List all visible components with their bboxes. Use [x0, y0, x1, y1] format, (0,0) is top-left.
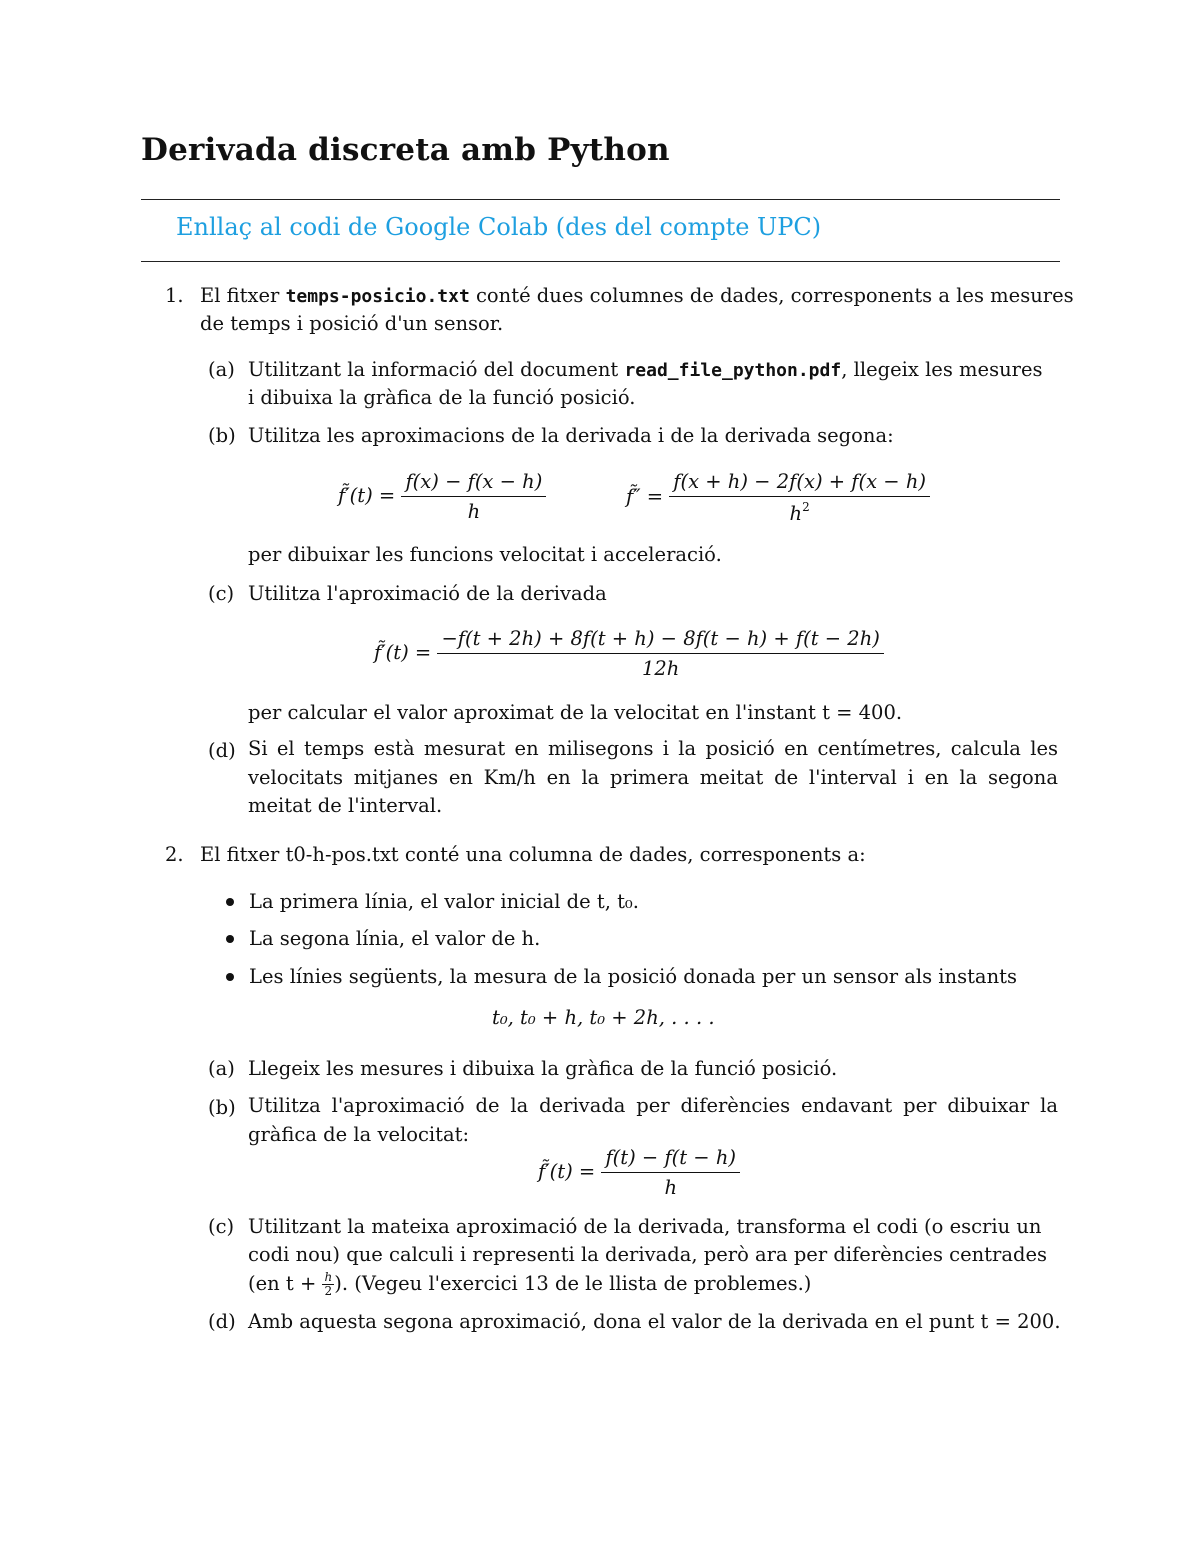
bullet-icon [226, 898, 234, 906]
ex2-c-line2: codi nou) que calculi i representi la derivada, però ara per diferències centrades [248, 1243, 1047, 1266]
ex2-c-line3-a: (en t + [248, 1272, 323, 1295]
ex1-a-text: Utilitzant la informació del document [248, 358, 625, 381]
ex2-bullet-2: La segona línia, el valor de h. [249, 927, 541, 950]
bullet-icon [226, 935, 234, 943]
ex2-c-line3 [248, 1270, 811, 1298]
eq4-lhs: f̃′(t) = [538, 1160, 596, 1183]
half-h-numerator: h [324, 1270, 333, 1284]
exercise-1-intro-line2: de temps i posició d'un sensor. [200, 312, 504, 335]
ex1-b-equation-second-derivative [626, 470, 930, 525]
eq1-numerator: f(x) − f(x − h) [401, 470, 546, 497]
ex2-b-equation [538, 1146, 740, 1199]
ex1-a-line1 [248, 356, 1043, 385]
exercise-2-intro: El fitxer t0-h-pos.txt conté una columna de dades, corresponents a: [200, 843, 866, 866]
ex2-a-text: Llegeix les mesures i dibuixa la gràfica de la funció posició. [248, 1057, 838, 1080]
half-h-denominator: 2 [324, 1284, 333, 1298]
ex1-d-label: (d) [208, 739, 236, 762]
eq3-numerator: −f(t + 2h) + 8f(t + h) − 8f(t − h) + f(t − 2h) [437, 627, 883, 654]
ex1-intro-b: conté dues columnes de dades, corresponents a les mesures [469, 284, 1074, 307]
ex2-bullet-1: La primera línia, el valor inicial de t, t₀. [249, 890, 639, 913]
eq2-denominator-exponent: 2 [802, 500, 810, 514]
exercise-1-number: 1. [165, 284, 184, 307]
ex2-b-label: (b) [208, 1096, 236, 1119]
ex1-b-label: (b) [208, 424, 236, 447]
top-rule [141, 199, 1060, 200]
ex1-d-text: Si el temps està mesurat en milisegons i la posició en centímetres, calcula les velocitats mitjanes en Km/h en la primera meitat de l'interval i en la segona meitat de l'interval. [248, 737, 1058, 817]
ex2-instants: t₀, t₀ + h, t₀ + 2h, . . . . [492, 1006, 715, 1029]
file-name-temps-posicio: temps-posicio.txt [285, 286, 470, 307]
ex2-d-text: Amb aquesta segona aproximació, dona el valor de la derivada en el punt t = 200. [248, 1310, 1061, 1333]
bullet-icon [226, 973, 234, 981]
ex2-c-line3-b: ). (Vegeu l'exercici 13 de le llista de problemes.) [334, 1272, 812, 1295]
ex2-d-label: (d) [208, 1310, 236, 1333]
ex1-intro-a: El fitxer [200, 284, 286, 307]
ex2-bullet-3: Les línies següents, la mesura de la posició donada per un sensor als instants [249, 965, 1017, 988]
ex1-b-equation-first-derivative [338, 470, 546, 523]
ex1-c-equation [374, 627, 884, 680]
ex1-a-line2: i dibuixa la gràfica de la funció posició. [248, 386, 636, 409]
ex1-b-after: per dibuixar les funcions velocitat i acceleració. [248, 543, 722, 566]
exercise-2-number: 2. [165, 843, 184, 866]
ex1-b-line1: Utilitza les aproximacions de la derivada i de la derivada segona: [248, 424, 894, 447]
bottom-rule [141, 261, 1060, 262]
exercise-1-intro [200, 282, 1074, 311]
ex1-c-after: per calcular el valor aproximat de la velocitat en l'instant t = 400. [248, 701, 903, 724]
page-title: Derivada discreta amb Python [141, 132, 670, 168]
eq2-denominator: h [789, 502, 803, 525]
doc-name: read_file_python.pdf [624, 360, 842, 381]
ex2-c-line1: Utilitzant la mateixa aproximació de la derivada, transforma el codi (o escriu un [248, 1215, 1042, 1238]
eq3-denominator: 12h [641, 657, 680, 680]
ex1-a-text-b: , llegeix les mesures [841, 358, 1043, 381]
ex2-b-text: Utilitza l'aproximació de la derivada per diferències endavant per dibuixar la gràfica de la velocitat: [248, 1094, 1058, 1146]
ex2-a-label: (a) [208, 1057, 235, 1080]
eq4-denominator: h [664, 1176, 677, 1199]
eq4-numerator: f(t) − f(t − h) [601, 1146, 740, 1173]
eq2-numerator: f(x + h) − 2f(x) + f(x − h) [669, 470, 930, 497]
eq2-lhs: f̃″ = [626, 485, 664, 508]
ex1-c-line1: Utilitza l'aproximació de la derivada [248, 582, 607, 605]
eq1-lhs: f̃′(t) = [338, 484, 396, 507]
colab-link[interactable]: Enllaç al codi de Google Colab (des del compte UPC) [176, 213, 822, 241]
ex2-c-label: (c) [208, 1215, 235, 1238]
eq3-lhs: f̃′(t) = [374, 641, 432, 664]
ex1-a-label: (a) [208, 358, 235, 381]
eq1-denominator: h [467, 500, 481, 523]
ex1-c-label: (c) [208, 582, 235, 605]
